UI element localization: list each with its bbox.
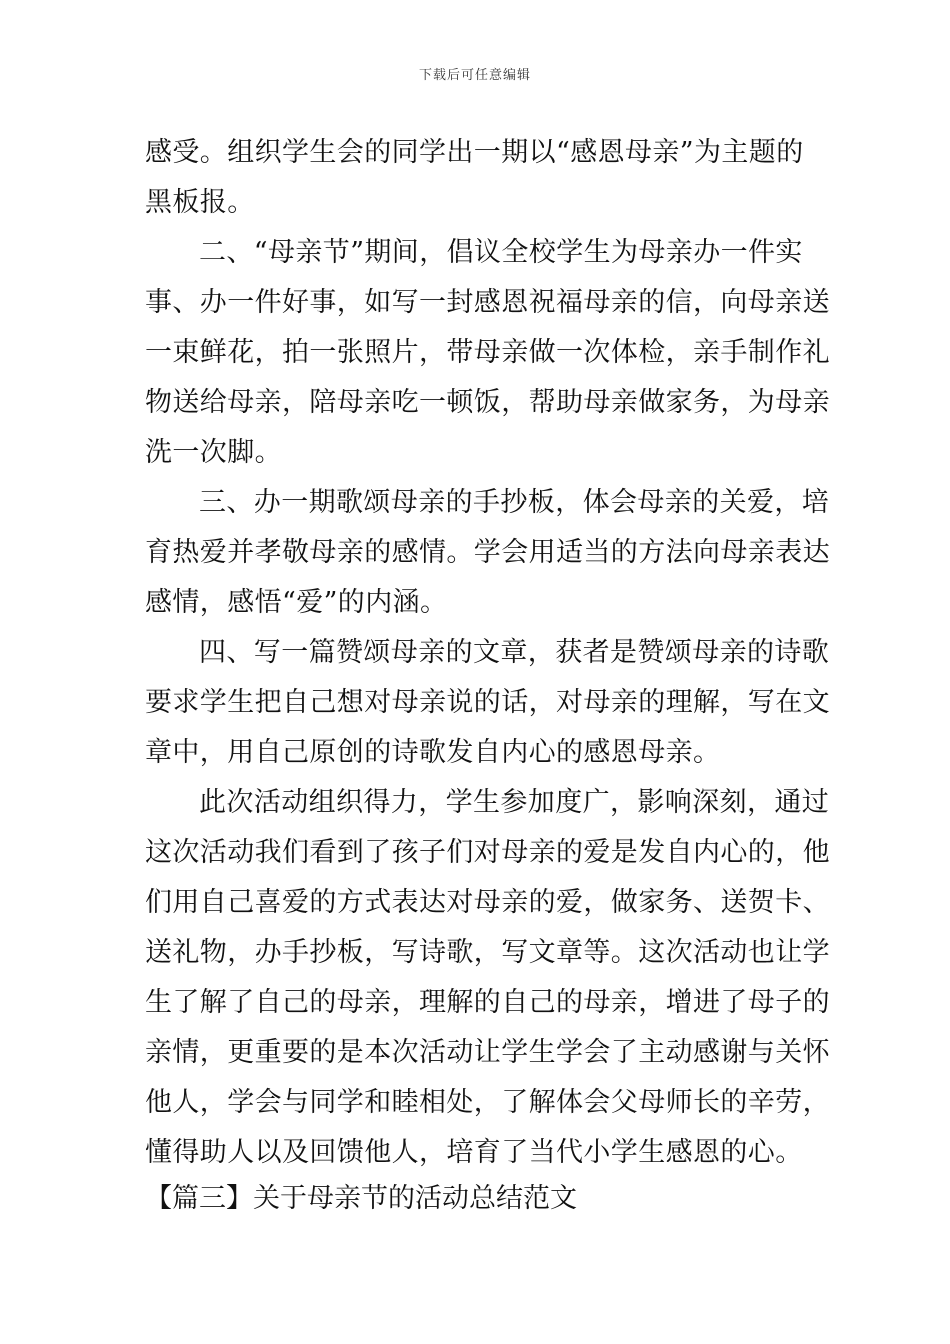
- text-line: 四、写一篇赞颂母亲的文章，获者是赞颂母亲的诗歌: [199, 637, 830, 668]
- text-line: 物送给母亲，陪母亲吃一顿饭，帮助母亲做家务，为母亲: [145, 387, 830, 418]
- text-line: 们用自己喜爱的方式表达对母亲的爱，做家务、送贺卡、: [145, 887, 830, 918]
- paragraph: [145, 628, 830, 778]
- paragraph: [145, 228, 830, 478]
- document-body: [145, 128, 830, 1178]
- text-line: 三、办一期歌颂母亲的手抄板，体会母亲的关爱，培: [199, 487, 830, 518]
- text-line: 育热爱并孝敬母亲的感情。学会用适当的方法向母亲表达: [145, 537, 830, 568]
- page-header: 下载后可任意编辑: [418, 68, 531, 83]
- section-heading: 【篇三】关于母亲节的活动总结范文: [145, 1183, 577, 1214]
- text-line: 这次活动我们看到了孩子们对母亲的爱是发自内心的，他: [145, 837, 830, 868]
- text-line: 要求学生把自己想对母亲说的话，对母亲的理解，写在文: [145, 687, 830, 718]
- paragraph: [145, 128, 810, 228]
- text-line: 一束鲜花，拍一张照片，带母亲做一次体检，亲手制作礼: [145, 337, 830, 368]
- text-line: 感情，感悟“爱”的内涵。: [145, 587, 448, 618]
- text-line: 二、“母亲节”期间，倡议全校学生为母亲办一件实: [199, 237, 803, 268]
- text-line: 事、办一件好事，如写一封感恩祝福母亲的信，向母亲送: [145, 287, 830, 318]
- text-line: 懂得助人以及回馈他人，培育了当代小学生感恩的心。: [145, 1137, 803, 1168]
- paragraph: [145, 778, 830, 1178]
- text-line: 生了解了自己的母亲，理解的自己的母亲，增进了母子的: [145, 987, 830, 1018]
- text-line: 章中，用自己原创的诗歌发自内心的感恩母亲。: [145, 737, 721, 768]
- text-line: 黑板报。: [145, 187, 255, 218]
- text-line: 感受。组织学生会的同学出一期以“感恩母亲”为主题的: [145, 137, 804, 168]
- paragraph: [145, 478, 830, 628]
- text-line: 送礼物，办手抄板，写诗歌，写文章等。这次活动也让学: [145, 937, 830, 968]
- text-line: 他人，学会与同学和睦相处，了解体会父母师长的辛劳，: [145, 1087, 830, 1118]
- text-line: 洗一次脚。: [145, 437, 282, 468]
- text-line: 亲情，更重要的是本次活动让学生学会了主动感谢与关怀: [145, 1037, 830, 1068]
- text-line: 此次活动组织得力，学生参加度广，影响深刻，通过: [199, 787, 830, 818]
